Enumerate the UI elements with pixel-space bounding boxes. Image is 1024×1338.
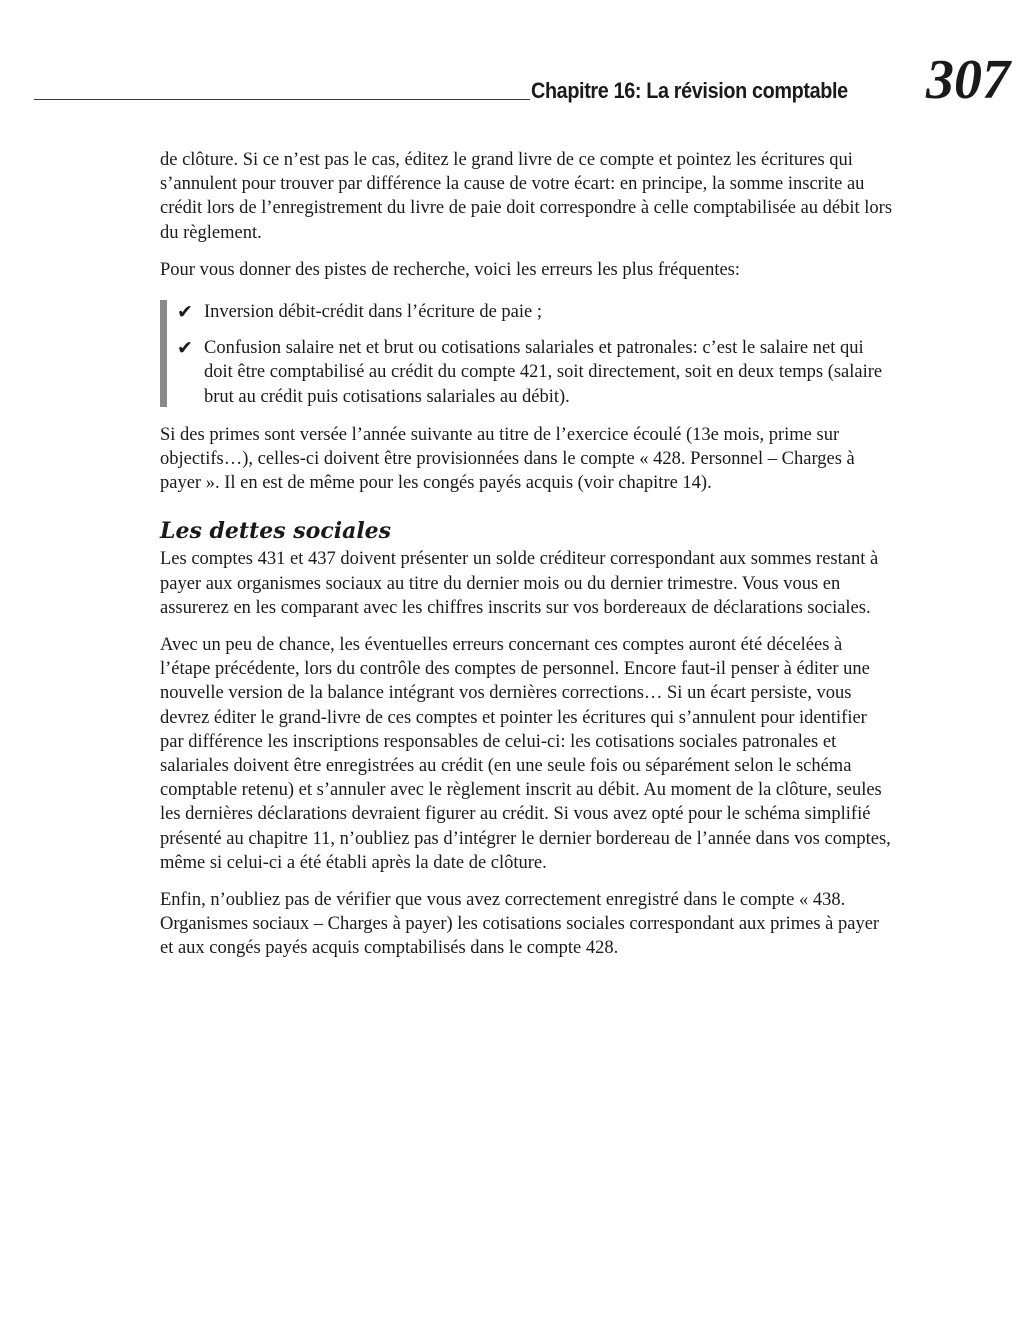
chapter-title: Chapitre 16: La révision comptable	[531, 78, 848, 103]
header-rule	[34, 99, 530, 100]
check-icon: ✔	[177, 337, 193, 360]
paragraph: de clôture. Si ce n’est pas le cas, éditez le grand livre de ce compte et pointez les écritures qui s’annulent pour trouver par différence la cause de votre écart: en principe, la somme inscrite au crédit lors de l’enregistrement du livre de paie doit correspondre à celle comptabilisée au débit lors du règlement.	[160, 150, 893, 243]
check-icon: ✔	[177, 301, 193, 324]
paragraph: Pour vous donner des pistes de recherche, voici les erreurs les plus fréquentes:	[160, 259, 741, 280]
page-body	[160, 148, 892, 974]
paragraph: Avec un peu de chance, les éventuelles erreurs concernant ces comptes auront été décelées à l’étape précédente, lors du contrôle des comptes de personnel. Encore faut-il penser à éditer une nouvelle version de la balance intégrant vos dernières corrections… Si un écart persiste, vous devrez éditer le grand-livre de ces comptes et pointer les écritures qui s’annulent pour identifier par différence les inscriptions responsables de celui-ci: les cotisations sociales patronales et salariales doivent être enregistrées au crédit (en une seule fois ou séparément selon le schéma comptable retenu) et s’annuler avec le règlement inscrit au débit. Au moment de la clôture, seules les dernières déclarations devraient figurer au crédit. Si vous avez opté pour le schéma simplifié présenté au chapitre 11, n’oubliez pas d’intégrer le dernier bordereau de l’année dans vos comptes, même si celui-ci a été établi après la date de clôture.	[160, 635, 891, 873]
list-item-text: Confusion salaire net et brut ou cotisations salariales et patronales: c’est le salaire net qui doit être comptabilisé au crédit du compte 421, soit directement, soit en deux temps (salaire brut au crédit puis cotisations salariales au débit).	[204, 338, 883, 407]
paragraph: Les comptes 431 et 437 doivent présenter un solde créditeur correspondant aux sommes restant à payer aux organismes sociaux au titre du dernier mois ou du dernier trimestre. Vous vous en assurerez en les comparant avec les chiffres inscrits sur vos bordereaux de déclarations sociales.	[160, 549, 879, 618]
list-item	[160, 336, 892, 409]
list-item	[160, 300, 892, 324]
list-item-text: Inversion débit-crédit dans l’écriture de paie ;	[204, 302, 542, 323]
page-number: 307	[926, 49, 1010, 111]
paragraph: Si des primes sont versée l’année suivante au titre de l’exercice écoulé (13e mois, prime sur objectifs…), celles-ci doivent être provisionnées dans le compte « 428. Personnel – Charges à payer ». Il en est de même pour les congés payés acquis (voir chapitre 14).	[160, 424, 855, 494]
section-heading: Les dettes sociales	[160, 518, 392, 545]
paragraph: Enfin, n’oubliez pas de vérifier que vous avez correctement enregistré dans le compte « 438. Organismes sociaux – Charges à payer) les cotisations sociales correspondant aux primes à payer et aux congés payés acquis comptabilisés dans le compte 428.	[160, 890, 880, 959]
bullet-list	[160, 300, 892, 409]
